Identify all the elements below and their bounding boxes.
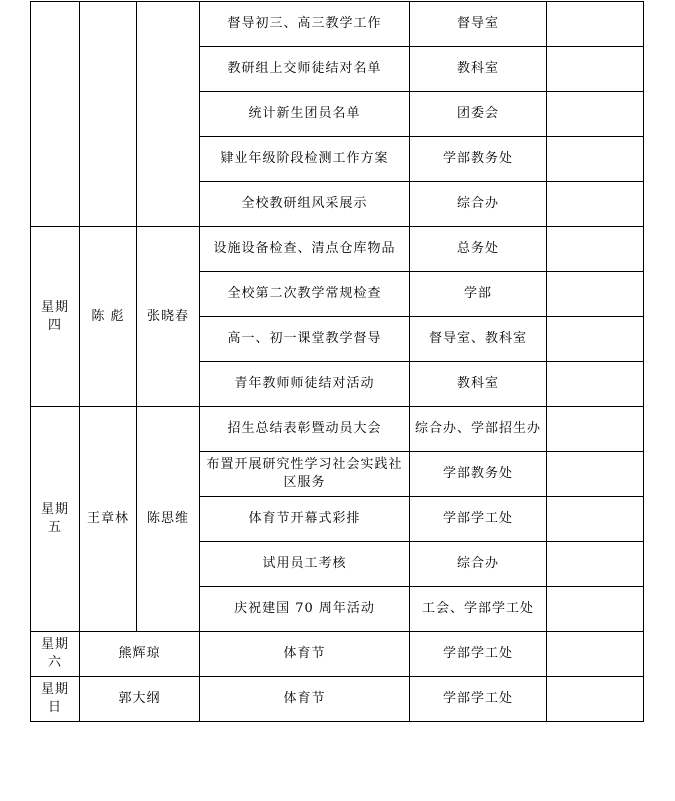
- day-label-line2: 四: [47, 317, 62, 333]
- note-cell: [547, 272, 644, 317]
- person-cell: 郭大纲: [80, 677, 200, 722]
- note-cell: [547, 227, 644, 272]
- task-cell: 全校第二次教学常规检查: [200, 272, 410, 317]
- note-cell: [547, 632, 644, 677]
- note-cell: [547, 407, 644, 452]
- duty-cell: 张晓春: [137, 227, 200, 407]
- task-cell: 试用员工考核: [200, 542, 410, 587]
- dept-cell: 督导室、教科室: [410, 317, 547, 362]
- note-cell: [547, 542, 644, 587]
- weekly-schedule-table: [30, 1, 644, 722]
- dept-cell: 学部教务处: [410, 137, 547, 182]
- day-cell: [31, 2, 80, 227]
- dept-cell: 学部学工处: [410, 677, 547, 722]
- task-cell: 肄业年级阶段检测工作方案: [200, 137, 410, 182]
- duty-cell: [137, 2, 200, 227]
- day-cell: [31, 227, 80, 407]
- table-row: [31, 677, 644, 722]
- dept-cell: 教科室: [410, 362, 547, 407]
- task-cell: 设施设备检查、清点仓库物品: [200, 227, 410, 272]
- task-cell: 体育节: [200, 632, 410, 677]
- leader-cell: [80, 2, 137, 227]
- task-cell: 体育节开幕式彩排: [200, 497, 410, 542]
- task-cell: 高一、初一课堂教学督导: [200, 317, 410, 362]
- day-label-line1: 星期: [40, 682, 69, 697]
- day-label-line1: 星期: [40, 637, 69, 652]
- day-cell: [31, 407, 80, 632]
- task-cell: 体育节: [200, 677, 410, 722]
- dept-cell: 综合办: [410, 182, 547, 227]
- day-cell: [31, 632, 80, 677]
- dept-cell: 综合办、学部招生办: [410, 407, 547, 452]
- day-label-line2: 五: [47, 520, 62, 535]
- leader-cell: 陈 彪: [80, 227, 137, 407]
- dept-cell: 学部教务处: [410, 452, 547, 497]
- table-row: [31, 407, 644, 452]
- day-label-line2: 日: [47, 700, 62, 715]
- dept-cell: 学部学工处: [410, 497, 547, 542]
- dept-cell: 督导室: [410, 2, 547, 47]
- table-row: [31, 632, 644, 677]
- note-cell: [547, 497, 644, 542]
- note-cell: [547, 317, 644, 362]
- note-cell: [547, 2, 644, 47]
- dept-cell: 总务处: [410, 227, 547, 272]
- task-cell: 招生总结表彰暨动员大会: [200, 407, 410, 452]
- table-row: [31, 227, 644, 272]
- task-cell: 统计新生团员名单: [200, 92, 410, 137]
- task-cell: 庆祝建国 70 周年活动: [200, 587, 410, 632]
- day-label-line2: 六: [47, 655, 62, 670]
- note-cell: [547, 677, 644, 722]
- day-label-line1: 星期: [40, 502, 69, 517]
- duty-cell: 陈思维: [137, 407, 200, 632]
- dept-cell: 教科室: [410, 47, 547, 92]
- person-cell: 熊辉琼: [80, 632, 200, 677]
- note-cell: [547, 137, 644, 182]
- note-cell: [547, 452, 644, 497]
- dept-cell: 综合办: [410, 542, 547, 587]
- task-cell: 青年教师师徒结对活动: [200, 362, 410, 407]
- day-label-line1: 星期: [40, 299, 69, 315]
- note-cell: [547, 182, 644, 227]
- task-cell: 全校教研组风采展示: [200, 182, 410, 227]
- dept-cell: 学部学工处: [410, 632, 547, 677]
- task-cell: 教研组上交师徒结对名单: [200, 47, 410, 92]
- task-cell: 布置开展研究性学习社会实践社区服务: [200, 452, 410, 497]
- note-cell: [547, 362, 644, 407]
- dept-cell: 学部: [410, 272, 547, 317]
- dept-cell: 团委会: [410, 92, 547, 137]
- table-row: [31, 2, 644, 47]
- day-cell: [31, 677, 80, 722]
- note-cell: [547, 47, 644, 92]
- leader-cell: 王章林: [80, 407, 137, 632]
- note-cell: [547, 92, 644, 137]
- note-cell: [547, 587, 644, 632]
- dept-cell: 工会、学部学工处: [410, 587, 547, 632]
- task-cell: 督导初三、高三教学工作: [200, 2, 410, 47]
